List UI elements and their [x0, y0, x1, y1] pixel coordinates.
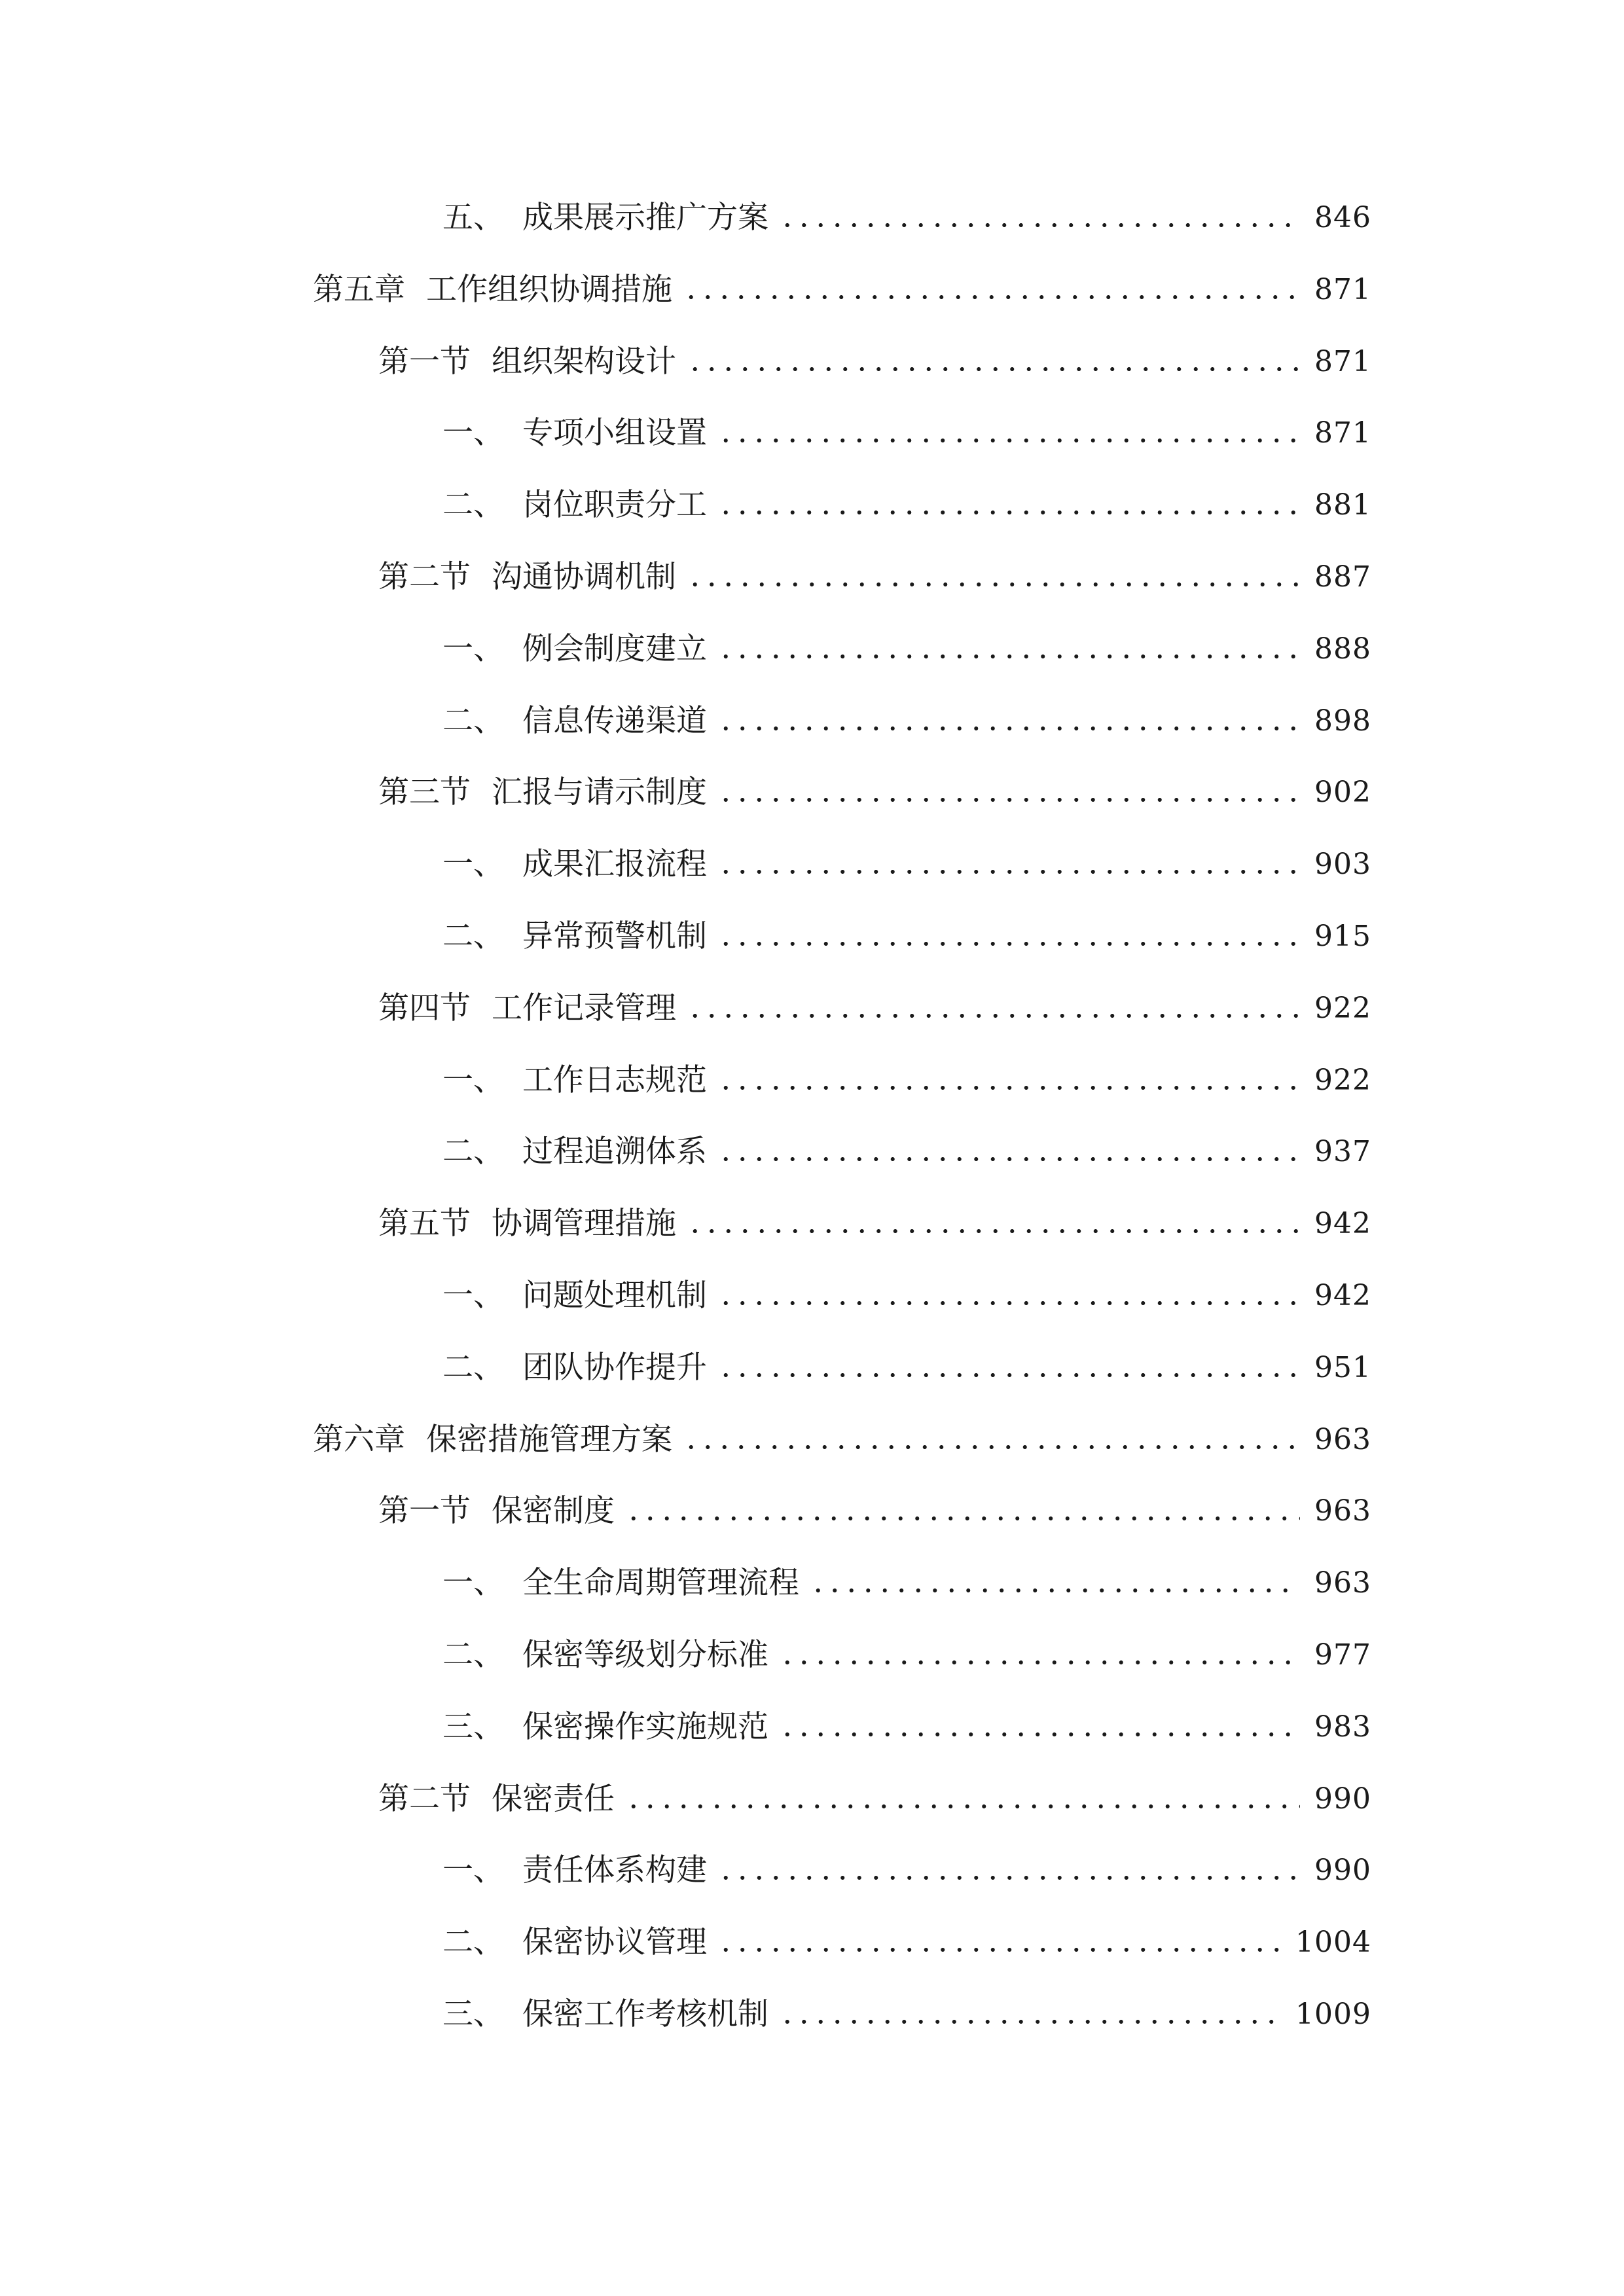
- toc-entry-title: 保密工作考核机制: [522, 1996, 768, 2032]
- dot-leader: [683, 1443, 1300, 1451]
- dot-leader: [717, 437, 1300, 444]
- toc-entry-number: 二、: [442, 1350, 504, 1386]
- toc-entry-page-number: 963: [1314, 1494, 1371, 1528]
- toc-entry-title: 工作组织协调措施: [426, 272, 672, 308]
- toc-entry[interactable]: [442, 1992, 1371, 2037]
- dot-leader: [717, 1371, 1300, 1379]
- toc-entry-page-number: 846: [1314, 201, 1371, 234]
- toc-entry[interactable]: [442, 1273, 1371, 1319]
- dot-leader: [687, 1227, 1300, 1235]
- toc-entry-number: 第二节: [378, 559, 471, 595]
- toc-entry-number: 一、: [442, 1565, 504, 1601]
- dot-leader: [717, 653, 1300, 660]
- toc-entry-title: 团队协作提升: [522, 1350, 707, 1386]
- toc-entry[interactable]: [442, 1129, 1371, 1175]
- toc-entry[interactable]: [313, 1417, 1371, 1463]
- dot-leader: [717, 1874, 1300, 1882]
- toc-entry[interactable]: [442, 914, 1371, 960]
- toc-entry-page-number: 983: [1314, 1710, 1371, 1744]
- dot-leader: [687, 365, 1300, 373]
- toc-entry-number: 二、: [442, 918, 504, 954]
- toc-entry-page-number: 937: [1314, 1135, 1371, 1168]
- toc-entry-number: 二、: [442, 1637, 504, 1673]
- toc-entry[interactable]: [378, 986, 1371, 1031]
- toc-entry-page-number: 871: [1314, 416, 1371, 450]
- toc-entry-title: 保密制度: [492, 1493, 615, 1529]
- dot-leader: [779, 1731, 1300, 1738]
- toc-entry-number: 一、: [442, 631, 504, 667]
- toc-entry-title: 例会制度建立: [522, 631, 707, 667]
- toc-entry-number: 一、: [442, 1278, 504, 1314]
- dot-leader: [717, 1155, 1300, 1163]
- toc-entry-page-number: 888: [1314, 632, 1371, 666]
- toc-entry-title: 保密操作实施规范: [522, 1709, 768, 1745]
- toc-entry[interactable]: [378, 1488, 1371, 1534]
- toc-entry-title: 保密协议管理: [522, 1924, 707, 1960]
- toc-entry[interactable]: [378, 1776, 1371, 1822]
- toc-entry-title: 异常预警机制: [522, 918, 707, 954]
- toc-entry-page-number: 963: [1314, 1566, 1371, 1600]
- toc-entry-number: 一、: [442, 1062, 504, 1098]
- toc-entry-page-number: 871: [1314, 273, 1371, 306]
- dot-leader: [717, 725, 1300, 732]
- dot-leader: [717, 1946, 1281, 1954]
- toc-entry-number: 一、: [442, 846, 504, 882]
- dot-leader: [810, 1587, 1300, 1594]
- toc-entry-title: 工作日志规范: [522, 1062, 707, 1098]
- toc-entry-title: 汇报与请示制度: [492, 774, 707, 810]
- toc-entry-title: 信息传递渠道: [522, 703, 707, 739]
- toc-entry-page-number: 887: [1314, 560, 1371, 594]
- toc-entry-number: 五、: [442, 200, 504, 236]
- toc-entry-page-number: 990: [1314, 1854, 1371, 1887]
- toc-entry-page-number: 881: [1314, 488, 1371, 522]
- dot-leader: [717, 509, 1300, 516]
- toc-entry[interactable]: [378, 1201, 1371, 1247]
- toc-entry-number: 三、: [442, 1709, 504, 1745]
- toc-entry-number: 第四节: [378, 990, 471, 1026]
- toc-entry-page-number: 1009: [1295, 1998, 1371, 2031]
- toc-entry-number: 第五章: [313, 272, 405, 308]
- toc-entry-number: 第三节: [378, 774, 471, 810]
- dot-leader: [779, 221, 1300, 229]
- toc-entry-page-number: 871: [1314, 345, 1371, 378]
- toc-entry[interactable]: [378, 770, 1371, 816]
- dot-leader: [717, 940, 1300, 948]
- toc-entry-title: 专项小组设置: [522, 415, 707, 451]
- toc-entry-page-number: 942: [1314, 1279, 1371, 1312]
- dot-leader: [779, 2018, 1281, 2026]
- toc-entry-title: 责任体系构建: [522, 1852, 707, 1888]
- toc-entry-number: 第一节: [378, 344, 471, 380]
- toc-entry-page-number: 963: [1314, 1423, 1371, 1456]
- toc-entry-page-number: 915: [1314, 920, 1371, 953]
- toc-entry-title: 保密责任: [492, 1781, 615, 1817]
- toc-entry[interactable]: [442, 1704, 1371, 1750]
- toc-entry-title: 协调管理措施: [492, 1206, 676, 1242]
- dot-leader: [687, 1012, 1300, 1020]
- dot-leader: [683, 293, 1300, 301]
- toc-entry[interactable]: [442, 1058, 1371, 1103]
- toc-entry-number: 第一节: [378, 1493, 471, 1529]
- toc-entry-number: 第五节: [378, 1206, 471, 1242]
- toc-entry-number: 第二节: [378, 1781, 471, 1817]
- toc-entry[interactable]: [442, 1345, 1371, 1391]
- toc-entry[interactable]: [442, 1920, 1371, 1965]
- toc-entry-title: 过程追溯体系: [522, 1134, 707, 1170]
- toc-entry-title: 成果汇报流程: [522, 846, 707, 882]
- dot-leader: [687, 581, 1300, 588]
- toc-entry-page-number: 990: [1314, 1782, 1371, 1816]
- toc-entry-number: 一、: [442, 415, 504, 451]
- toc-entry[interactable]: [442, 1632, 1371, 1678]
- toc-entry-number: 三、: [442, 1996, 504, 2032]
- toc-entry-title: 成果展示推广方案: [522, 200, 768, 236]
- toc-entry-page-number: 922: [1314, 992, 1371, 1025]
- toc-entry-number: 第六章: [313, 1422, 405, 1458]
- dot-leader: [625, 1515, 1300, 1522]
- toc-entry[interactable]: [442, 482, 1371, 528]
- dot-leader: [717, 1299, 1300, 1307]
- toc-entry-title: 组织架构设计: [492, 344, 676, 380]
- toc-entry[interactable]: [442, 1560, 1371, 1606]
- toc-entry-page-number: 898: [1314, 704, 1371, 738]
- dot-leader: [717, 868, 1300, 876]
- toc-entry[interactable]: [442, 410, 1371, 456]
- toc-entry-number: 二、: [442, 1134, 504, 1170]
- toc-entry[interactable]: [442, 195, 1371, 241]
- toc-entry-page-number: 902: [1314, 776, 1371, 809]
- toc-entry[interactable]: [378, 554, 1371, 600]
- dot-leader: [717, 796, 1300, 804]
- toc-entry-title: 问题处理机制: [522, 1278, 707, 1314]
- toc-entry[interactable]: [442, 842, 1371, 888]
- toc-entry-number: 二、: [442, 1924, 504, 1960]
- toc-entry-page-number: 977: [1314, 1638, 1371, 1672]
- toc-entry[interactable]: [442, 1848, 1371, 1893]
- toc-entry-page-number: 1004: [1295, 1926, 1371, 1959]
- toc-entry-title: 保密措施管理方案: [426, 1422, 672, 1458]
- toc-entry-title: 保密等级划分标准: [522, 1637, 768, 1673]
- toc-entry-number: 二、: [442, 487, 504, 523]
- toc-entry-page-number: 922: [1314, 1064, 1371, 1097]
- toc-entry[interactable]: [442, 698, 1371, 744]
- dot-leader: [717, 1084, 1300, 1092]
- toc-entry-page-number: 903: [1314, 848, 1371, 881]
- dot-leader: [625, 1803, 1300, 1810]
- toc-entry-page-number: 942: [1314, 1207, 1371, 1240]
- toc-entry-number: 一、: [442, 1852, 504, 1888]
- toc-entry-title: 全生命周期管理流程: [522, 1565, 799, 1601]
- toc-entry-title: 工作记录管理: [492, 990, 676, 1026]
- dot-leader: [779, 1659, 1300, 1666]
- toc-entry-title: 岗位职责分工: [522, 487, 707, 523]
- toc-entry[interactable]: [442, 626, 1371, 672]
- toc-entry-page-number: 951: [1314, 1351, 1371, 1384]
- toc-entry-number: 二、: [442, 703, 504, 739]
- toc-entry[interactable]: [378, 339, 1371, 385]
- toc-entry-title: 沟通协调机制: [492, 559, 676, 595]
- toc-entry[interactable]: [313, 267, 1371, 313]
